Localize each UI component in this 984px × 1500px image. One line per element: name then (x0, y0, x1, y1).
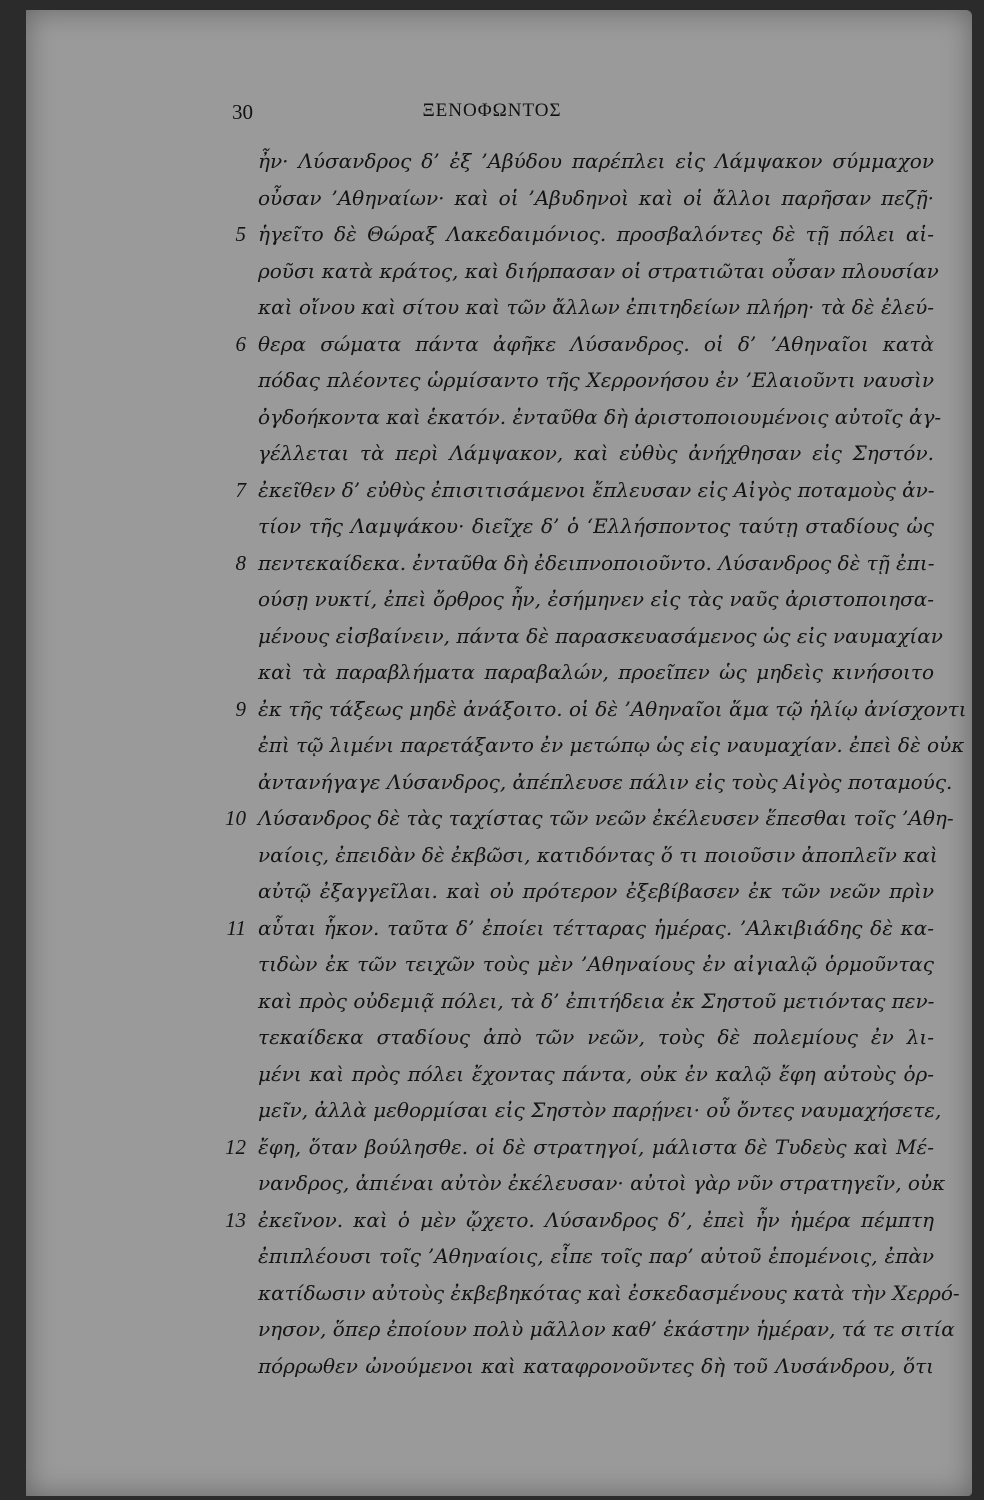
section-number: 5 (235, 222, 246, 246)
text-line-content: καὶ πρὸς οὐδεμιᾷ πόλει, τὰ δ’ ἐπιτήδεια ἐκ Σηστοῦ μετιόντας πεν- (258, 988, 935, 1013)
text-line-content: μεῖν, ἀλλὰ μεθορμίσαι εἰς Σηστὸν παρῄνει· οὗ ὄντες ναυμαχήσετε, (258, 1098, 942, 1122)
page-header (0, 100, 984, 130)
text-line-content: ἔφη, ὅταν βούλησθε. οἱ δὲ στρατηγοί, μάλιστα δὲ Τυδεὺς καὶ Μέ- (258, 1134, 934, 1159)
text-line-content: τεκαίδεκα σταδίους ἀπὸ τῶν νεῶν, τοὺς δὲ πολεμίους ἐν λι- (258, 1025, 934, 1049)
text-line (0, 1165, 984, 1202)
text-line (0, 983, 984, 1020)
text-line-content: ἀντανήγαγε Λύσανδρος, ἀπέπλευσε πάλιν εἰς τοὺς Αἰγὸς ποταμούς. (258, 769, 953, 794)
text-line (0, 654, 984, 691)
text-line (0, 764, 984, 801)
text-line-content: πόρρωθεν ὠνούμενοι καὶ καταφρονοῦντες δὴ τοῦ Λυσάνδρου, ὅτι (258, 1353, 934, 1378)
text-line-content: ούσῃ νυκτί, ἐπεὶ ὄρθρος ἦν, ἐσήμηνεν εἰς τὰς ναῦς ἀριστοποιησα- (258, 587, 934, 611)
text-line-content: Λύσανδρος δὲ τὰς ταχίστας τῶν νεῶν ἐκέλευσεν ἕπεσθαι τοῖς ’Αθη- (258, 806, 954, 830)
section-number: 8 (235, 550, 246, 575)
text-line-content: καὶ οἴνου καὶ σίτου καὶ τῶν ἄλλων ἐπιτηδείων πλήρη· τὰ δὲ ἐλεύ- (258, 295, 934, 319)
text-line (0, 1056, 984, 1093)
text-line (0, 946, 984, 983)
text-line (0, 1311, 984, 1348)
text-line-content: ὀγδοήκοντα καὶ ἑκατόν. ἐνταῦθα δὴ ἀριστοποιουμένοις αὐτοῖς ἀγ- (258, 404, 942, 429)
text-line-content: πεντεκαίδεκα. ἐνταῦθα δὴ ἐδειπνοποιοῦντο. Λύσανδρος δὲ τῇ ἐπι- (258, 550, 935, 575)
text-line-content: καὶ τὰ παραβλήματα παραβαλών, προεῖπεν ὡς μηδεὶς κινήσοιτο (258, 660, 934, 684)
text-line (0, 1092, 984, 1129)
text-line-content: αὐτῷ ἐξαγγεῖλαι. καὶ οὐ πρότερον ἐξεβίβασεν ἐκ τῶν νεῶν πρὶν (258, 879, 934, 903)
section-number: 7 (235, 477, 246, 502)
text-line-content: αὗται ἧκον. ταῦτα δ’ ἐποίει τέτταρας ἡμέρας. ’Αλκιβιάδης δὲ κα- (258, 915, 934, 940)
text-line (0, 1202, 984, 1239)
text-line-content: νανδρος, ἀπιέναι αὐτὸν ἐκέλευσαν· αὐτοὶ γὰρ νῦν στρατηγεῖν, οὐκ (258, 1171, 946, 1195)
text-line-content: οὖσαν ’Αθηναίων· καὶ οἱ ’Αβυδηνοὶ καὶ οἱ ἄλλοι παρῆσαν πεζῇ· (258, 185, 934, 210)
section-number: 11 (226, 915, 246, 940)
text-line-content: ροῦσι κατὰ κράτος, καὶ διήρπασαν οἱ στρατιῶται οὖσαν πλουσίαν (258, 258, 939, 283)
text-line (0, 289, 984, 326)
text-line (0, 143, 984, 180)
text-line-content: πόδας πλέοντες ὡρμίσαντο τῆς Χερρονήσου ἐν ’Ελαιοῦντι ναυσὶν (258, 368, 934, 392)
text-line (0, 1019, 984, 1056)
page-number: 30 (232, 100, 253, 124)
text-line (0, 581, 984, 618)
text-line-content: ἐπὶ τῷ λιμένι παρετάξαντο ἐν μετώπῳ ὡς εἰς ναυμαχίαν. ἐπεὶ δὲ οὐκ (258, 733, 965, 757)
text-line (0, 508, 984, 545)
text-line-content: ἐπιπλέουσι τοῖς ’Αθηναίοις, εἶπε τοῖς παρ’ αὐτοῦ ἑπομένοις, ἐπὰν (258, 1244, 934, 1268)
text-line-content: τιδὼν ἐκ τῶν τειχῶν τοὺς μὲν ’Αθηναίους ἐν αἰγιαλῷ ὁρμοῦντας (258, 952, 934, 976)
text-line-content: γέλλεται τὰ περὶ Λάμψακον, καὶ εὐθὺς ἀνήχθησαν εἰς Σηστόν. (258, 441, 934, 465)
text-line-content: ναίοις, ἐπειδὰν δὲ ἐκβῶσι, κατιδόντας ὅ τι ποιοῦσιν ἀποπλεῖν καὶ (258, 842, 938, 867)
text-line (0, 1238, 984, 1275)
text-line (0, 1275, 984, 1312)
text-line-content: ἐκ τῆς τάξεως μηδὲ ἀνάξοιτο. οἱ δὲ ’Αθηναῖοι ἅμα τῷ ἡλίῳ ἀνίσχοντι (258, 696, 967, 721)
section-number: 12 (225, 1134, 246, 1159)
text-line-content: ἡγεῖτο δὲ Θώραξ Λακεδαιμόνιος. προσβαλόντες δὲ τῇ πόλει αἱ- (258, 222, 934, 246)
section-number: 9 (235, 696, 246, 721)
running-title: ΞΕΝΟΦΩΝΤΟΣ (422, 100, 562, 121)
text-line (0, 691, 984, 728)
section-number: 13 (225, 1207, 246, 1232)
text-line-content: μένους εἰσβαίνειν, πάντα δὲ παρασκευασάμενος ὡς εἰς ναυμαχίαν (258, 623, 943, 648)
text-line (0, 180, 984, 217)
text-line (0, 472, 984, 509)
text-line (0, 1348, 984, 1385)
text-line (0, 399, 984, 436)
text-line (0, 362, 984, 399)
text-line (0, 1129, 984, 1166)
text-line (0, 326, 984, 363)
greek-text-body (0, 143, 984, 1384)
text-line (0, 545, 984, 582)
text-line-content: μένι καὶ πρὸς πόλει ἔχοντας πάντα, οὐκ ἐν καλῷ ἔφη αὐτοὺς ὁρ- (258, 1061, 934, 1086)
text-line (0, 873, 984, 910)
text-line (0, 253, 984, 290)
text-line-content: θερα σώματα πάντα ἀφῆκε Λύσανδρος. οἱ δ’ ’Αθηναῖοι κατὰ (258, 331, 934, 356)
text-line-content: κατίδωσιν αὐτοὺς ἐκβεβηκότας καὶ ἐσκεδασμένους κατὰ τὴν Χερρό- (258, 1280, 960, 1305)
text-line-content: τίον τῆς Λαμψάκου· διεῖχε δ’ ὁ ‘Ελλήσποντος ταύτῃ σταδίους ὡς (258, 514, 934, 538)
section-number: 6 (235, 331, 246, 356)
section-number: 10 (225, 806, 246, 830)
text-line (0, 910, 984, 947)
text-line (0, 727, 984, 764)
text-line (0, 837, 984, 874)
text-line (0, 435, 984, 472)
text-line-content: ἦν· Λύσανδρος δ’ ἐξ ’Αβύδου παρέπλει εἰς Λάμψακον σύμμαχον (258, 149, 934, 173)
text-line-content: ἐκεῖνον. καὶ ὁ μὲν ᾤχετο. Λύσανδρος δ’, ἐπεὶ ἦν ἡμέρα πέμπτη (258, 1207, 934, 1232)
text-line (0, 216, 984, 253)
text-line-content: ἐκεῖθεν δ’ εὐθὺς ἐπισιτισάμενοι ἔπλευσαν εἰς Αἰγὸς ποταμοὺς ἀν- (258, 477, 935, 502)
text-line (0, 800, 984, 837)
text-line-content: νησον, ὅπερ ἐποίουν πολὺ μᾶλλον καθ’ ἑκάστην ἡμέραν, τά τε σιτία (258, 1317, 955, 1341)
text-line (0, 618, 984, 655)
